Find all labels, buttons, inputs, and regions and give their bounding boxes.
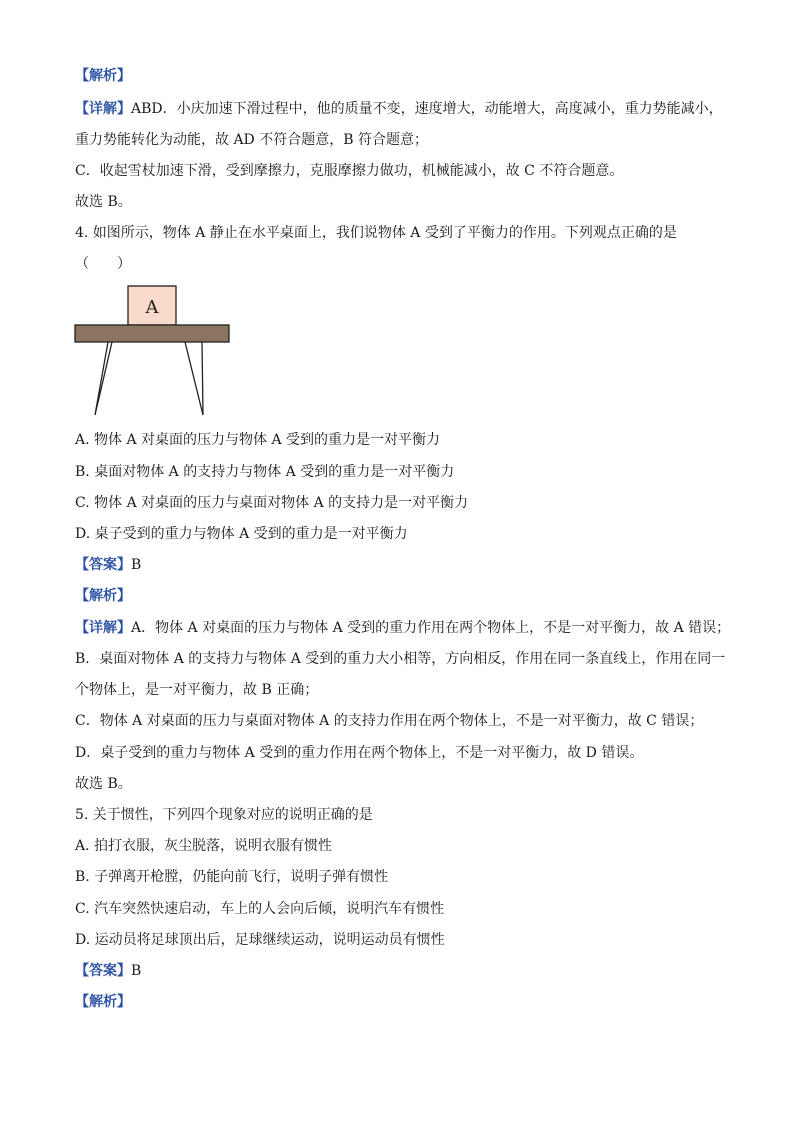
detail-label: 【详解】 <box>75 620 131 636</box>
analysis-label: 【解析】 <box>75 68 131 84</box>
question-5-stem: 5. 关于惯性，下列四个现象对应的说明正确的是 <box>75 807 373 823</box>
detail-text: ABD．小庆加速下滑过程中，他的质量不变，速度增大，动能增大，高度减小，重力势能减小， <box>131 101 723 117</box>
conclusion: 故选 B。 <box>75 194 132 210</box>
detail-text: C．物体 A 对桌面的压力与桌面对物体 A 的支持力作用在两个物体上，不是一对平衡力，故 C 错误； <box>75 713 704 729</box>
table-leg-left <box>95 342 112 415</box>
table-leg-right <box>185 342 203 415</box>
option-b: B. 桌面对物体 A 的支持力与物体 A 受到的重力是一对平衡力 <box>75 464 455 480</box>
option-d: D. 桌子受到的重力与物体 A 受到的重力是一对平衡力 <box>75 526 408 542</box>
answer-bracket: （ ） <box>75 256 131 272</box>
question-4-stem: 4. 如图所示，物体 A 静止在水平桌面上，我们说物体 A 受到了平衡力的作用。下列观点正确的是 <box>75 225 677 241</box>
answer-value: B <box>131 557 142 573</box>
analysis-label: 【解析】 <box>75 588 131 604</box>
table-top <box>75 325 229 342</box>
option-a: A. 拍打衣服，灰尘脱落，说明衣服有惯性 <box>75 838 333 854</box>
detail-paragraph-line <box>75 99 723 119</box>
conclusion: 故选 B。 <box>75 776 132 792</box>
option-d: D. 运动员将足球顶出后，足球继续运动，说明运动员有惯性 <box>75 932 445 948</box>
detail-text: A．物体 A 对桌面的压力与物体 A 受到的重力作用在两个物体上，不是一对平衡力，故 A 错误； <box>131 620 731 636</box>
detail-text: D．桌子受到的重力与物体 A 受到的重力作用在两个物体上，不是一对平衡力，故 D 错误。 <box>75 745 644 761</box>
option-a: A. 物体 A 对桌面的压力与物体 A 受到的重力是一对平衡力 <box>75 432 441 448</box>
detail-text: C．收起雪杖加速下滑，受到摩擦力，克服摩擦力做功，机械能减小，故 C 不符合题意。 <box>75 163 624 179</box>
detail-paragraph-line <box>75 618 730 638</box>
answer-value: B <box>131 963 142 979</box>
option-c: C. 物体 A 对桌面的压力与桌面对物体 A 的支持力是一对平衡力 <box>75 495 469 511</box>
answer-label: 【答案】 <box>75 963 131 979</box>
table-diagram <box>72 284 234 419</box>
block-a-label: A <box>145 297 159 318</box>
option-b: B. 子弹离开枪膛，仍能向前飞行，说明子弹有惯性 <box>75 869 389 885</box>
answer-line <box>75 555 141 575</box>
detail-text: B．桌面对物体 A 的支持力与物体 A 受到的重力大小相等，方向相反，作用在同一条直线上，作用在同一 <box>75 651 726 667</box>
analysis-label: 【解析】 <box>75 994 131 1010</box>
answer-label: 【答案】 <box>75 557 131 573</box>
option-c: C. 汽车突然快速启动，车上的人会向后倾，说明汽车有惯性 <box>75 901 445 917</box>
detail-text: 个物体上，是一对平衡力，故 B 正确； <box>75 682 319 698</box>
answer-line <box>75 961 141 981</box>
detail-text: 重力势能转化为动能，故 AD 不符合题意，B 符合题意； <box>75 132 428 148</box>
detail-label: 【详解】 <box>75 101 131 117</box>
